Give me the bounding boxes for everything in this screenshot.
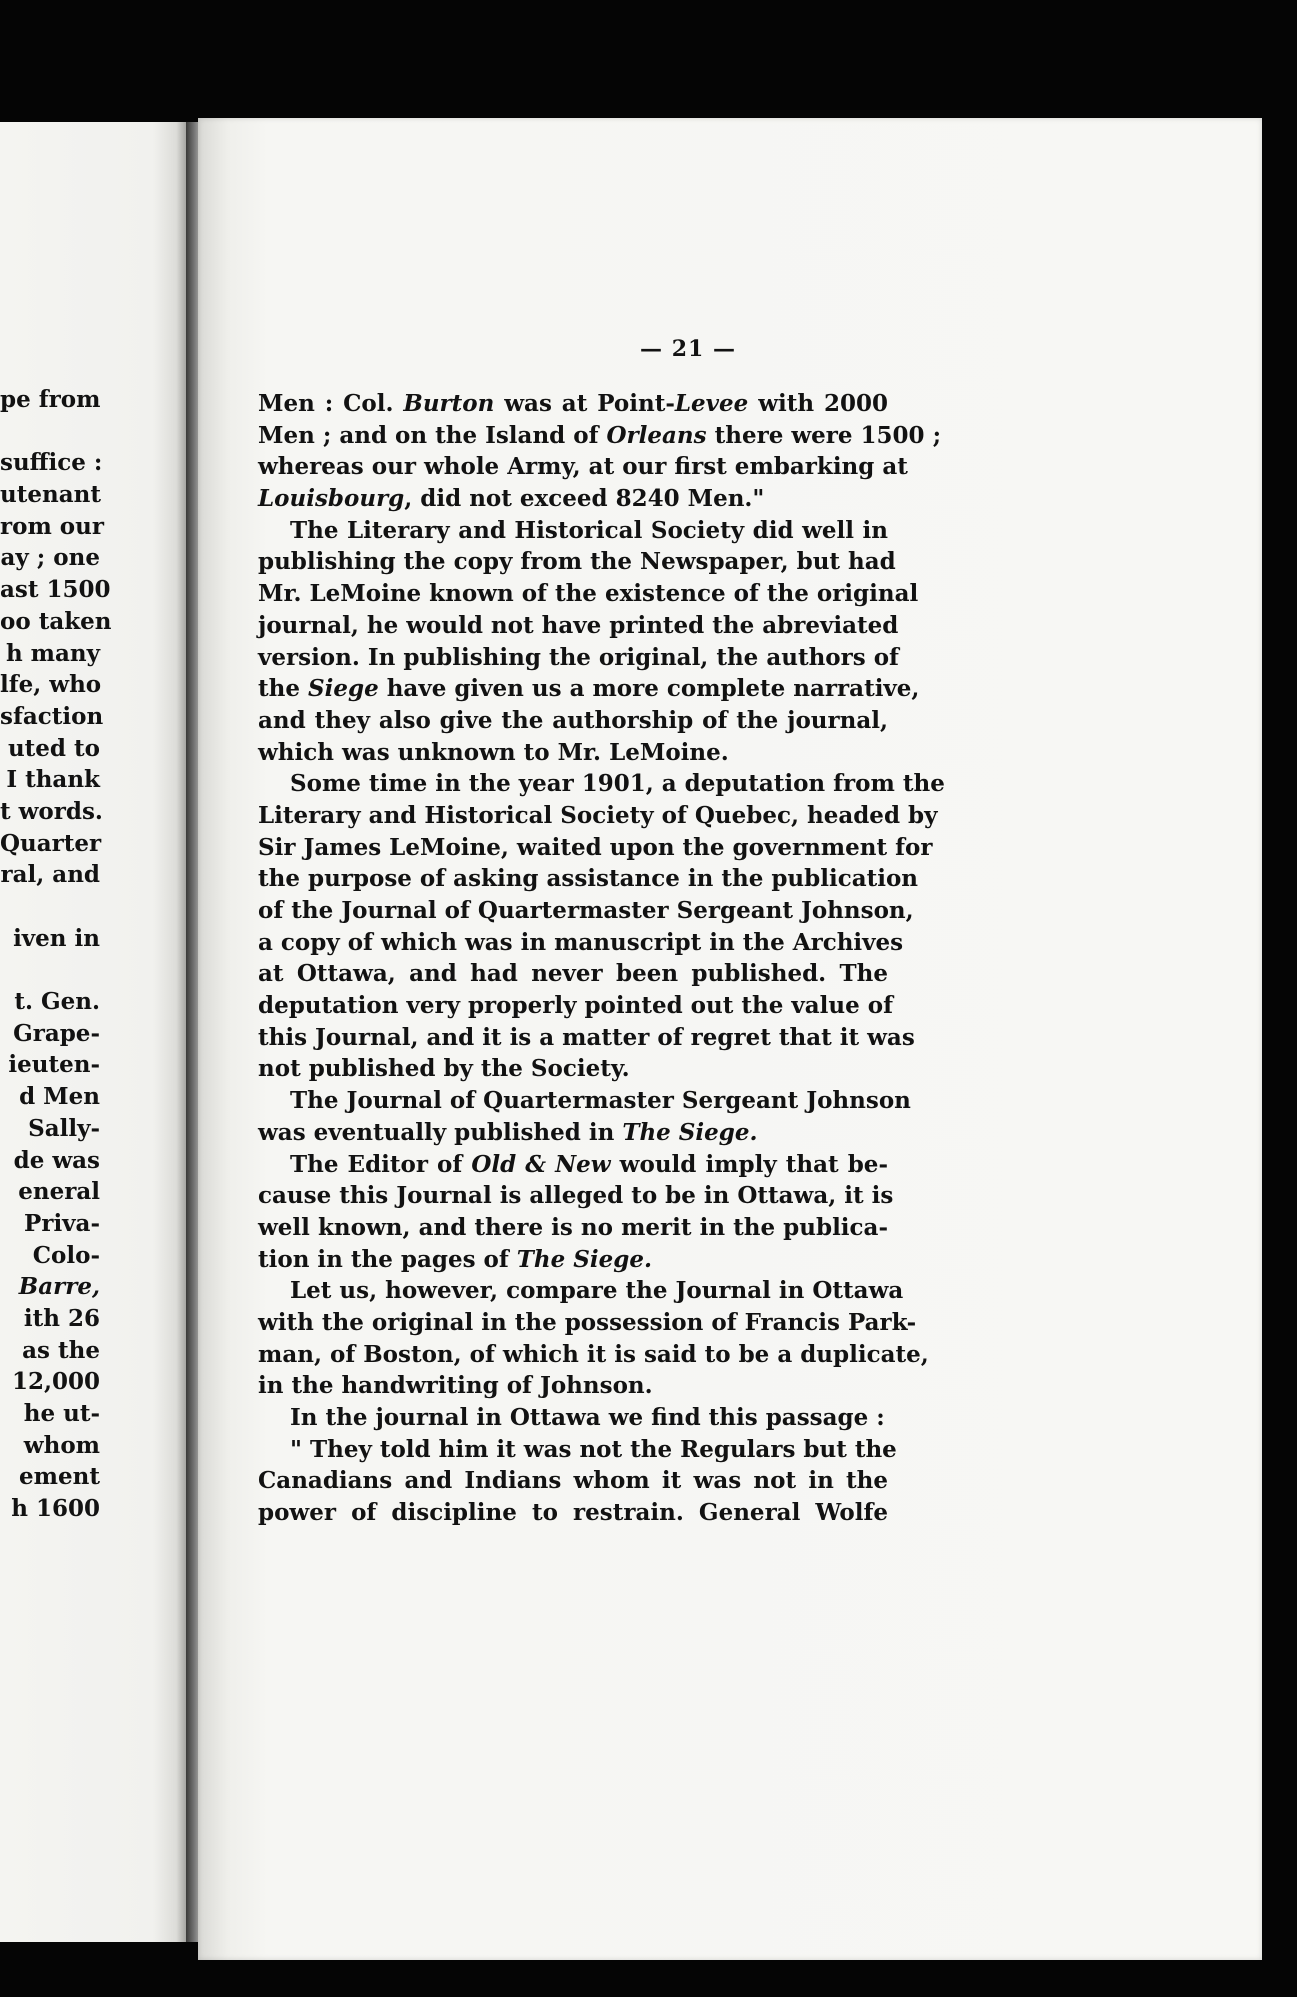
previous-page-line xyxy=(0,891,100,923)
page-body-text xyxy=(258,388,945,1529)
previous-page-line: 12,000 xyxy=(11,1368,100,1396)
text-line xyxy=(258,1022,915,1054)
text-line xyxy=(258,1497,888,1529)
previous-page-line: de was xyxy=(13,1146,100,1174)
text-segment: Canadians and Indians whom it was not in the xyxy=(258,1467,888,1495)
text-segment: Some time in the year 1901, a deputation from the xyxy=(290,770,945,798)
text-segment: Let us, however, compare the Journal in Ottawa xyxy=(290,1277,904,1305)
text-segment: publishing the copy from the Newspaper, but had xyxy=(258,548,896,576)
text-line xyxy=(258,768,945,800)
text-line xyxy=(258,1402,888,1434)
previous-page-line: ay ; one xyxy=(0,544,100,572)
previous-page-line: Sally- xyxy=(28,1114,100,1142)
text-line xyxy=(258,546,896,578)
italic-text: Levee xyxy=(674,390,749,417)
text-segment: with 2000 xyxy=(748,390,888,417)
previous-page-line: h many xyxy=(5,639,100,667)
text-line xyxy=(258,1434,897,1466)
text-line xyxy=(258,705,888,737)
previous-page-line: ith 26 xyxy=(23,1304,100,1332)
text-line xyxy=(258,895,914,927)
text-segment: Literary and Historical Society of Quebec, headed by xyxy=(258,801,938,829)
previous-page-line: utenant xyxy=(0,481,101,509)
text-segment: not published by the Society. xyxy=(258,1055,630,1083)
text-segment: this Journal, and it is a matter of regret that it was xyxy=(258,1023,915,1051)
previous-page-line: ieuten- xyxy=(8,1051,100,1079)
previous-page-line: Priva- xyxy=(24,1209,100,1237)
text-line xyxy=(258,958,888,990)
page-number: — 21 — xyxy=(640,336,736,362)
previous-page-line: Colo- xyxy=(32,1241,100,1269)
text-segment: and they also give the authorship of the journal, xyxy=(258,706,888,734)
text-line xyxy=(258,1370,888,1402)
previous-page-line: I thank xyxy=(6,766,100,794)
text-segment: of the Journal of Quartermaster Sergeant Johnson, xyxy=(258,897,914,924)
text-line xyxy=(258,990,893,1022)
previous-page xyxy=(0,122,196,1942)
text-segment: deputation very properly pointed out the value of xyxy=(258,992,893,1020)
text-segment: man, of Boston, of which it is said to be a duplicate, xyxy=(258,1340,929,1368)
text-line xyxy=(258,1275,904,1307)
previous-page-line: Barre, xyxy=(18,1273,100,1301)
previous-page-text-fragments xyxy=(0,384,112,1684)
text-segment: Men ; and on the Island of xyxy=(258,421,607,449)
text-line xyxy=(258,1244,888,1276)
text-segment: would imply that be- xyxy=(610,1150,888,1178)
text-segment: at Ottawa, and had never been published. The xyxy=(258,960,888,988)
text-segment: have given us a more complete narrative, xyxy=(378,675,920,703)
previous-page-line: rom our xyxy=(0,512,104,540)
text-line xyxy=(258,1085,911,1117)
text-segment: The Literary and Historical Society did well in xyxy=(290,516,888,544)
text-line xyxy=(258,1465,888,1497)
italic-text: Orleans xyxy=(606,421,707,449)
text-line xyxy=(258,1149,888,1181)
previous-page-line: as the xyxy=(22,1336,100,1364)
text-line xyxy=(258,1180,894,1212)
text-line xyxy=(258,642,899,674)
previous-page-line: eneral xyxy=(18,1178,100,1206)
text-line xyxy=(258,1117,888,1149)
text-line xyxy=(258,1339,929,1371)
italic-text: The Siege. xyxy=(516,1245,652,1273)
previous-page-line: ral, and xyxy=(0,861,100,889)
italic-text: Burton xyxy=(403,390,495,417)
text-line xyxy=(258,1212,888,1244)
previous-page-line xyxy=(0,954,100,986)
text-line xyxy=(258,483,888,515)
text-line xyxy=(258,673,920,705)
text-segment: cause this Journal is alleged to be in Ottawa, it is xyxy=(258,1182,894,1210)
text-line xyxy=(258,1307,917,1339)
text-segment: power of discipline to restrain. General Wolfe xyxy=(258,1499,888,1527)
text-segment: in the handwriting of Johnson. xyxy=(258,1372,653,1400)
previous-page-line: ast 1500 xyxy=(0,576,111,604)
text-segment: the xyxy=(258,675,308,703)
text-line xyxy=(258,515,888,547)
text-segment: , did not exceed 8240 Men." xyxy=(404,485,765,513)
previous-page-line: d Men xyxy=(19,1083,100,1111)
text-segment: tion in the pages of xyxy=(258,1245,517,1273)
text-line xyxy=(258,610,899,642)
text-segment: with the original in the possession of Francis Park- xyxy=(258,1308,917,1336)
previous-page-line: Grape- xyxy=(13,1019,100,1047)
text-line xyxy=(258,737,888,769)
text-line xyxy=(258,927,904,959)
text-segment: " They told him it was not the Regulars but the xyxy=(290,1435,897,1463)
text-segment: well known, and there is no merit in the publica- xyxy=(258,1213,888,1241)
previous-page-line: pe from xyxy=(0,386,101,413)
text-segment: was at Point- xyxy=(494,390,675,417)
text-segment: version. In publishing the original, the authors of xyxy=(258,643,899,671)
text-segment: a copy of which was in manuscript in the Archives xyxy=(258,928,904,956)
previous-page-line: uted to xyxy=(7,734,100,762)
current-page xyxy=(198,118,1262,1960)
text-line xyxy=(258,578,919,610)
text-segment: The Editor of xyxy=(290,1150,472,1178)
italic-text: Louisbourg xyxy=(258,485,405,513)
text-segment: there were 1500 ; xyxy=(706,421,942,449)
previous-page-line: oo taken xyxy=(0,607,112,635)
previous-page-line: he ut- xyxy=(23,1400,100,1427)
text-segment: was eventually published in xyxy=(258,1118,623,1146)
previous-page-line: h 1600 xyxy=(11,1495,100,1523)
text-line xyxy=(258,451,908,483)
previous-page-line: iven in xyxy=(13,924,100,952)
previous-page-line: lfe, who xyxy=(0,671,102,699)
text-line xyxy=(258,388,888,420)
text-segment: In the journal in Ottawa we find this passage : xyxy=(290,1404,885,1431)
text-segment: whereas our whole Army, at our first embarking at xyxy=(258,453,908,481)
text-segment: Men : Col. xyxy=(258,390,404,417)
text-segment: The Journal of Quartermaster Sergeant Johnson xyxy=(290,1087,911,1115)
previous-page-line: whom xyxy=(23,1431,100,1459)
text-line xyxy=(258,1053,888,1085)
previous-page-line: t words. xyxy=(0,797,103,825)
text-line xyxy=(258,863,919,895)
text-line xyxy=(258,832,933,864)
previous-page-line: Quarter xyxy=(0,829,102,857)
text-segment: which was unknown to Mr. LeMoine. xyxy=(258,738,729,766)
previous-page-line: sfaction xyxy=(0,702,104,730)
previous-page-line: suffice : xyxy=(0,449,103,477)
text-segment: Mr. LeMoine known of the existence of the original xyxy=(258,580,919,608)
italic-text: Old & New xyxy=(471,1150,611,1178)
text-segment: the purpose of asking assistance in the publication xyxy=(258,865,919,893)
text-line xyxy=(258,420,942,452)
previous-page-line: ement xyxy=(19,1463,100,1491)
text-line xyxy=(258,800,938,832)
text-segment: Sir James LeMoine, waited upon the government for xyxy=(258,833,933,861)
italic-text: The Siege. xyxy=(622,1118,758,1146)
previous-page-line xyxy=(0,416,100,448)
previous-page-line: t. Gen. xyxy=(14,988,100,1016)
italic-text: Siege xyxy=(308,675,379,703)
text-segment: journal, he would not have printed the abreviated xyxy=(258,611,899,639)
